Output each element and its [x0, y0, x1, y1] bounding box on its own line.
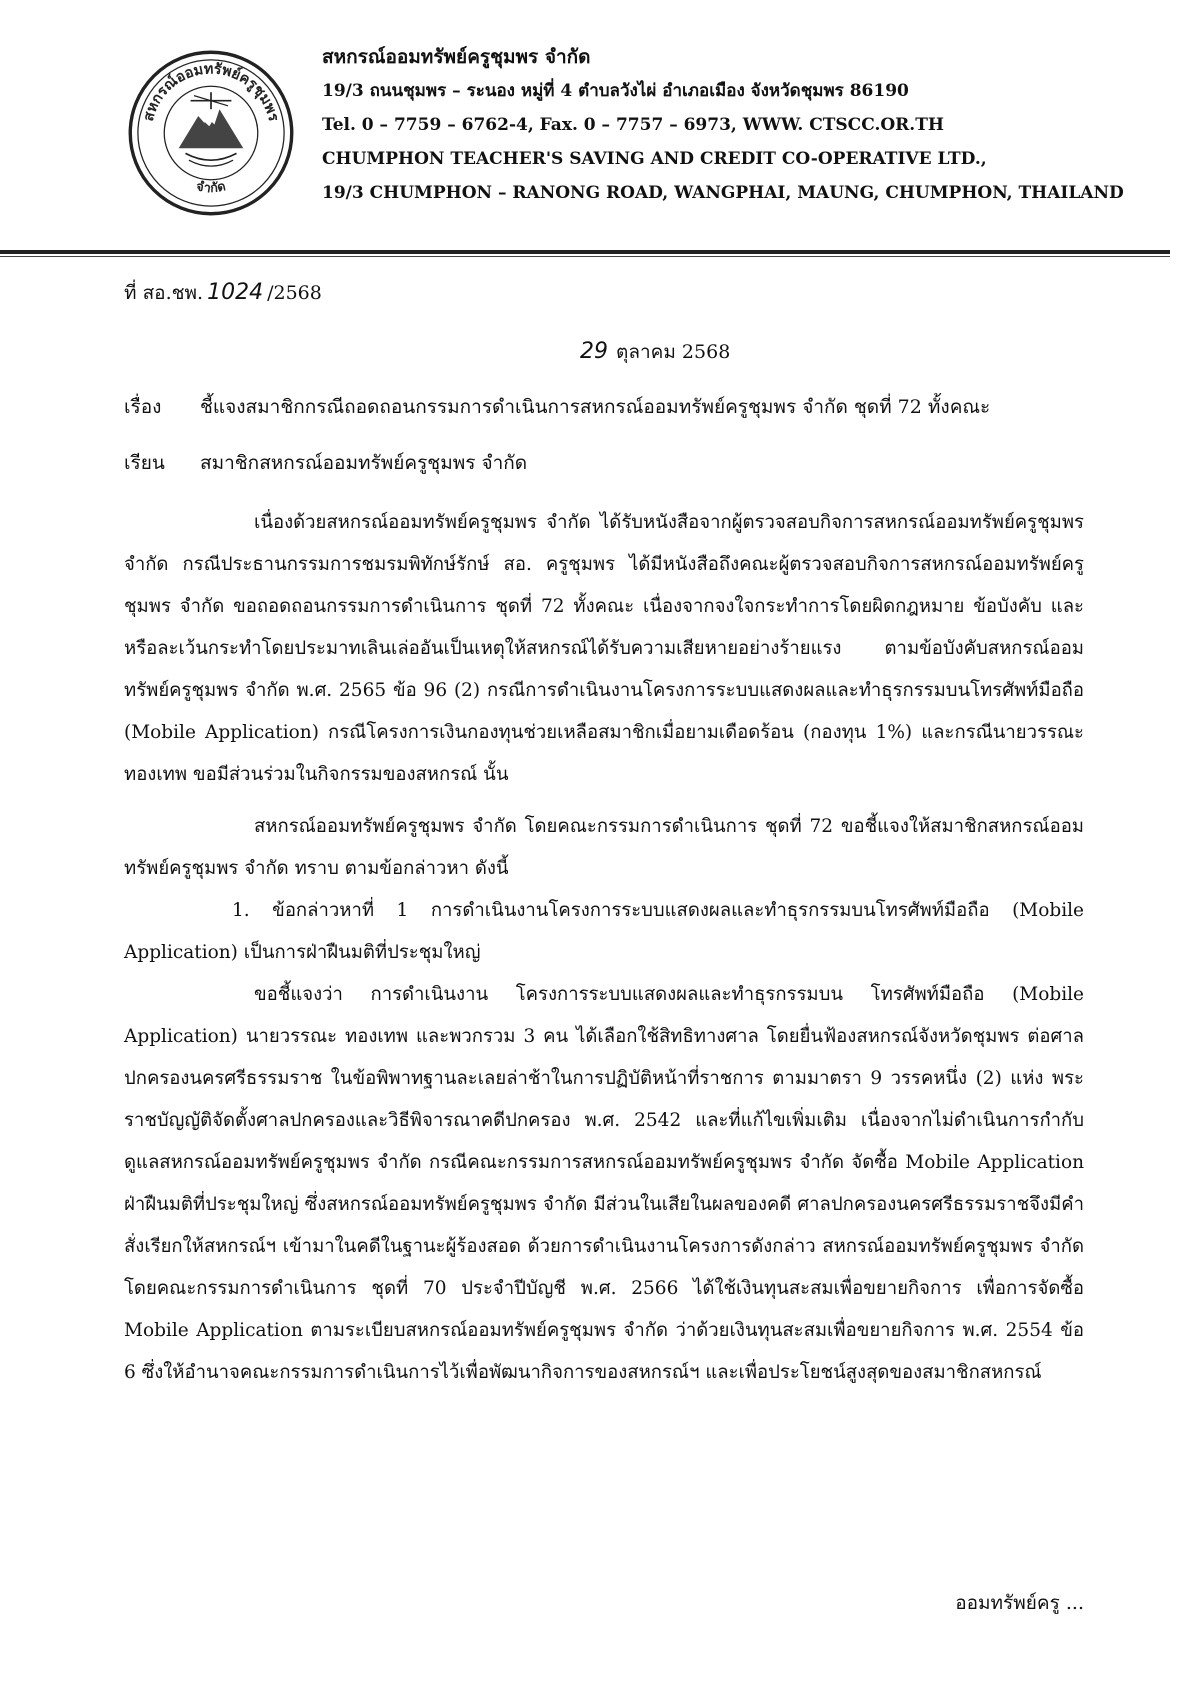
date-handwritten-day: 29 — [580, 339, 608, 364]
reference-suffix: /2568 — [267, 282, 322, 304]
recipient-label: เรียน — [124, 452, 165, 474]
letter-body — [124, 502, 1084, 1394]
page-continuation: ออมทรัพย์ครู ... — [955, 1592, 1084, 1614]
seal-top-text: สหกรณ์ออมทรัพย์ครูชุมพร — [140, 61, 282, 124]
letterhead-divider — [0, 250, 1170, 254]
cooperative-seal — [126, 48, 296, 218]
subject-text: ชี้แจงสมาชิกกรณีถอดถอนกรรมการดำเนินการสหกรณ์ออมทรัพย์ครูชุมพร จำกัด ชุดที่ 72 ทั้งคณะ — [200, 396, 991, 418]
date-month-year: ตุลาคม 2568 — [616, 341, 731, 363]
seal-emblem — [126, 48, 296, 218]
body-paragraph-1: เนื่องด้วยสหกรณ์ออมทรัพย์ครูชุมพร จำกัด ได้รับหนังสือจากผู้ตรวจสอบกิจการสหกรณ์ออมทรัพย์ครูชุมพร จำกัด กรณีประธานกรรมการชมรมพิทักษ์รักษ์ สอ. ครูชุมพร ได้มีหนังสือถึงคณะผู้ตรวจสอบกิจการสหกรณ์ออมทรัพย์ครูชุมพร จำกัด ขอถอดถอนกรรมการดำเนินการ ชุดที่ 72 ทั้งคณะ เนื่องจากจงใจกระทำการโดยผิดกฎหมาย ข้อบังคับ และหรือละเว้นกระทำโดยประมาทเลินเล่ออันเป็นเหตุให้สหกรณ์ได้รับความเสียหายอย่างร้ายแรง ตามข้อบังคับสหกรณ์ออมทรัพย์ครูชุมพร จำกัด พ.ศ. 2565 ข้อ 96 (2) กรณีการดำเนินงานโครงการระบบแสดงผลและทำธุรกรรมบนโทรศัพท์มือถือ (Mobile Application) กรณีโครงการเงินกองทุนช่วยเหลือสมาชิกเมื่อยามเดือดร้อน (กองทุน 1%) และกรณีนายวรรณะ ทองเทพ ขอมีส่วนร่วมในกิจกรรมของสหกรณ์ นั้น — [124, 512, 1084, 785]
body-paragraph-4: ขอชี้แจงว่า การดำเนินงาน โครงการระบบแสดงผลและทำธุรกรรมบน โทรศัพท์มือถือ (Mobile Application) นายวรรณะ ทองเทพ และพวกรวม 3 คน ได้เลือกใช้สิทธิทางศาล โดยยื่นฟ้องสหกรณ์จังหวัดชุมพร ต่อศาลปกครองนครศรีธรรมราช ในข้อพิพาทฐานละเลยล่าช้าในการปฏิบัติหน้าที่ราชการ ตามมาตรา 9 วรรคหนึ่ง (2) แห่ง พระราชบัญญัติจัดตั้งศาลปกครองและวิธีพิจารณาคดีปกครอง พ.ศ. 2542 และที่แก้ไขเพิ่มเติม เนื่องจากไม่ดำเนินการกำกับดูแลสหกรณ์ออมทรัพย์ครูชุมพร จำกัด กรณีคณะกรรมการสหกรณ์ออมทรัพย์ครูชุมพร จำกัด จัดซื้อ Mobile Application ฝ่าฝืนมติที่ประชุมใหญ่ ซึ่งสหกรณ์ออมทรัพย์ครูชุมพร จำกัด มีส่วนในเสียในผลของคดี ศาลปกครองนครศรีธรรมราชจึงมีคำสั่งเรียกให้สหกรณ์ฯ เข้ามาในคดีในฐานะผู้ร้องสอด ด้วยการดำเนินงานโครงการดังกล่าว สหกรณ์ออมทรัพย์ครูชุมพร จำกัด โดยคณะกรรมการดำเนินการ ชุดที่ 70 ประจำปีบัญชี พ.ศ. 2566 ได้ใช้เงินทุนสะสมเพื่อขยายกิจการ เพื่อการจัดซื้อ Mobile Application ตามระเบียบสหกรณ์ออมทรัพย์ครูชุมพร จำกัด ว่าด้วยเงินทุนสะสมเพื่อขยายกิจการ พ.ศ. 2554 ข้อ 6 ซึ่งให้อำนาจคณะกรรมการดำเนินการไว้เพื่อพัฒนากิจการของสหกรณ์ฯ และเพื่อประโยชน์สูงสุดของสมาชิกสหกรณ์ — [124, 984, 1084, 1383]
recipient-text: สมาชิกสหกรณ์ออมทรัพย์ครูชุมพร จำกัด — [200, 452, 528, 474]
org-name-thai: สหกรณ์ออมทรัพย์ครูชุมพร จำกัด — [322, 46, 591, 68]
reference-handwritten-number: 1024 — [207, 280, 264, 305]
org-name-english: CHUMPHON TEACHER'S SAVING AND CREDIT CO-OPERATIVE LTD., — [322, 149, 987, 169]
letterhead — [322, 40, 1142, 210]
org-address-english: 19/3 CHUMPHON – RANONG ROAD, WANGPHAI, MAUNG, CHUMPHON, THAILAND — [322, 183, 1124, 203]
recipient-line — [124, 448, 527, 478]
reference-prefix: ที่ สอ.ชพ. — [124, 282, 204, 304]
letterhead-divider-thin — [0, 256, 1170, 257]
subject-line — [124, 392, 990, 422]
body-paragraph-3: 1. ข้อกล่าวหาที่ 1 การดำเนินงานโครงการระบบแสดงผลและทำธุรกรรมบนโทรศัพท์มือถือ (Mobile Application) เป็นการฝ่าฝืนมติที่ประชุมใหญ่ — [124, 900, 1084, 963]
body-paragraph-2: สหกรณ์ออมทรัพย์ครูชุมพร จำกัด โดยคณะกรรมการดำเนินการ ชุดที่ 72 ขอชี้แจงให้สมาชิกสหกรณ์ออมทรัพย์ครูชุมพร จำกัด ทราบ ตามข้อกล่าวหา ดังนี้ — [124, 816, 1084, 879]
subject-label: เรื่อง — [124, 396, 162, 418]
org-contact: Tel. 0 – 7759 – 6762-4, Fax. 0 – 7757 – 6973, WWW. CTSCC.OR.TH — [322, 115, 944, 135]
org-address-thai: 19/3 ถนนชุมพร – ระนอง หมู่ที่ 4 ตำบลวังไผ่ อำเภอเมือง จังหวัดชุมพร 86190 — [322, 81, 909, 101]
reference-number — [124, 278, 322, 308]
seal-bottom-text: จำกัด — [195, 179, 228, 197]
document-date — [580, 337, 730, 367]
